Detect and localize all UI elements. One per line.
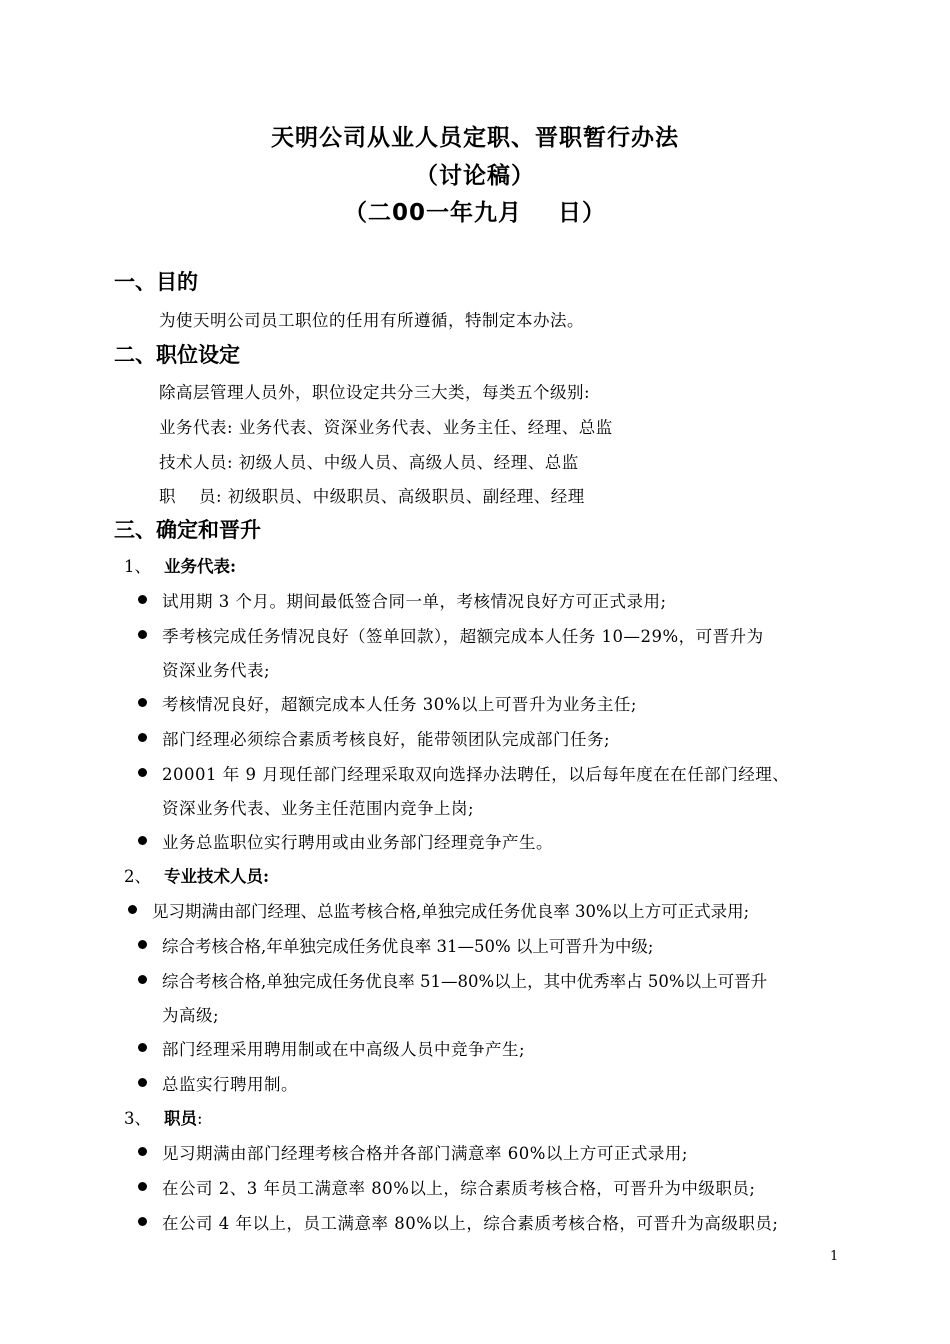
list-item: 业务总监职位实行聘用或由业务部门经理竞争产生。 — [162, 833, 553, 852]
subsection-label: 职员 — [164, 1109, 197, 1128]
positions-row-technical: 技术人员: 初级人员、中级人员、高级人员、经理、总监 — [159, 453, 579, 472]
list-item: 见习期满由部门经理考核合格并各部门满意率 60%以上方可正式录用; — [162, 1144, 688, 1163]
purpose-text: 为使天明公司员工职位的任用有所遵循，特制定本办法。 — [159, 311, 584, 330]
subsection-number: 2、 — [124, 867, 151, 886]
bullet-icon — [138, 630, 147, 639]
list-item: 季考核完成任务情况良好（签单回款），超额完成本人任务 10—29%，可晋升为 — [162, 627, 764, 646]
list-item: 见习期满由部门经理、总监考核合格,单独完成任务优良率 30%以上方可正式录用; — [152, 902, 750, 921]
subsection-label: 专业技术人员: — [164, 867, 270, 886]
bullet-icon — [138, 975, 147, 984]
bullet-icon — [138, 1182, 147, 1191]
list-item: 综合考核合格,单独完成任务优良率 51—80%以上，其中优秀率占 50%以上可晋升 — [162, 972, 768, 991]
list-item: 在公司 2、3 年员工满意率 80%以上，综合素质考核合格，可晋升为中级职员; — [162, 1179, 756, 1198]
list-item: 部门经理采用聘用制或在中高级人员中竞争产生; — [162, 1040, 526, 1059]
bullet-icon — [138, 768, 147, 777]
subsection-staff — [124, 1105, 203, 1129]
positions-intro: 除高层管理人员外，职位设定共分三大类，每类五个级别: — [159, 383, 591, 402]
page-number: 1 — [830, 1249, 839, 1264]
document-title: 天明公司从业人员定职、晋职暂行办法 — [271, 125, 679, 151]
bullet-icon — [138, 1217, 147, 1226]
bullet-icon — [138, 1043, 147, 1052]
list-item: 部门经理必须综合素质考核良好，能带领团队完成部门任务; — [162, 730, 611, 749]
bullet-icon — [138, 836, 147, 845]
section-heading-positions: 二、职位设定 — [114, 343, 240, 367]
list-item: 试用期 3 个月。期间最低签合同一单，考核情况良好方可正式录用; — [162, 592, 667, 611]
subsection-colon: : — [197, 1109, 203, 1128]
bullet-icon — [138, 1078, 147, 1087]
subsection-label: 业务代表: — [164, 557, 237, 576]
section-heading-purpose: 一、目的 — [114, 270, 198, 294]
subsection-sales — [124, 553, 236, 577]
section-heading-promotion: 三、确定和晋升 — [114, 518, 261, 542]
subsection-number: 1、 — [124, 557, 151, 576]
document-date: （二00一年九月 日） — [343, 200, 607, 226]
subsection-technical — [124, 863, 269, 887]
list-item: 在公司 4 年以上，员工满意率 80%以上，综合素质考核合格，可晋升为高级职员; — [162, 1214, 779, 1233]
list-item-continued: 资深业务代表; — [162, 661, 271, 680]
positions-row-staff: 职 员: 初级职员、中级职员、高级职员、副经理、经理 — [159, 487, 585, 506]
bullet-icon — [138, 733, 147, 742]
list-item: 综合考核合格,年单独完成任务优良率 31—50% 以上可晋升为中级; — [162, 937, 654, 956]
list-item: 考核情况良好，超额完成本人任务 30%以上可晋升为业务主任; — [162, 695, 637, 714]
positions-row-sales: 业务代表: 业务代表、资深业务代表、业务主任、经理、总监 — [159, 418, 613, 437]
list-item-continued: 为高级; — [162, 1006, 220, 1025]
bullet-icon — [138, 595, 147, 604]
bullet-icon — [138, 698, 147, 707]
bullet-icon — [128, 905, 137, 914]
document-subtitle-draft: （讨论稿） — [415, 163, 535, 189]
bullet-icon — [138, 1147, 147, 1156]
bullet-icon — [138, 940, 147, 949]
list-item: 20001 年 9 月现任部门经理采取双向选择办法聘任，以后每年度在在任部门经理、 — [162, 765, 790, 784]
subsection-number: 3、 — [124, 1109, 151, 1128]
list-item-continued: 资深业务代表、业务主任范围内竞争上岗; — [162, 799, 475, 818]
list-item: 总监实行聘用制。 — [162, 1075, 298, 1094]
